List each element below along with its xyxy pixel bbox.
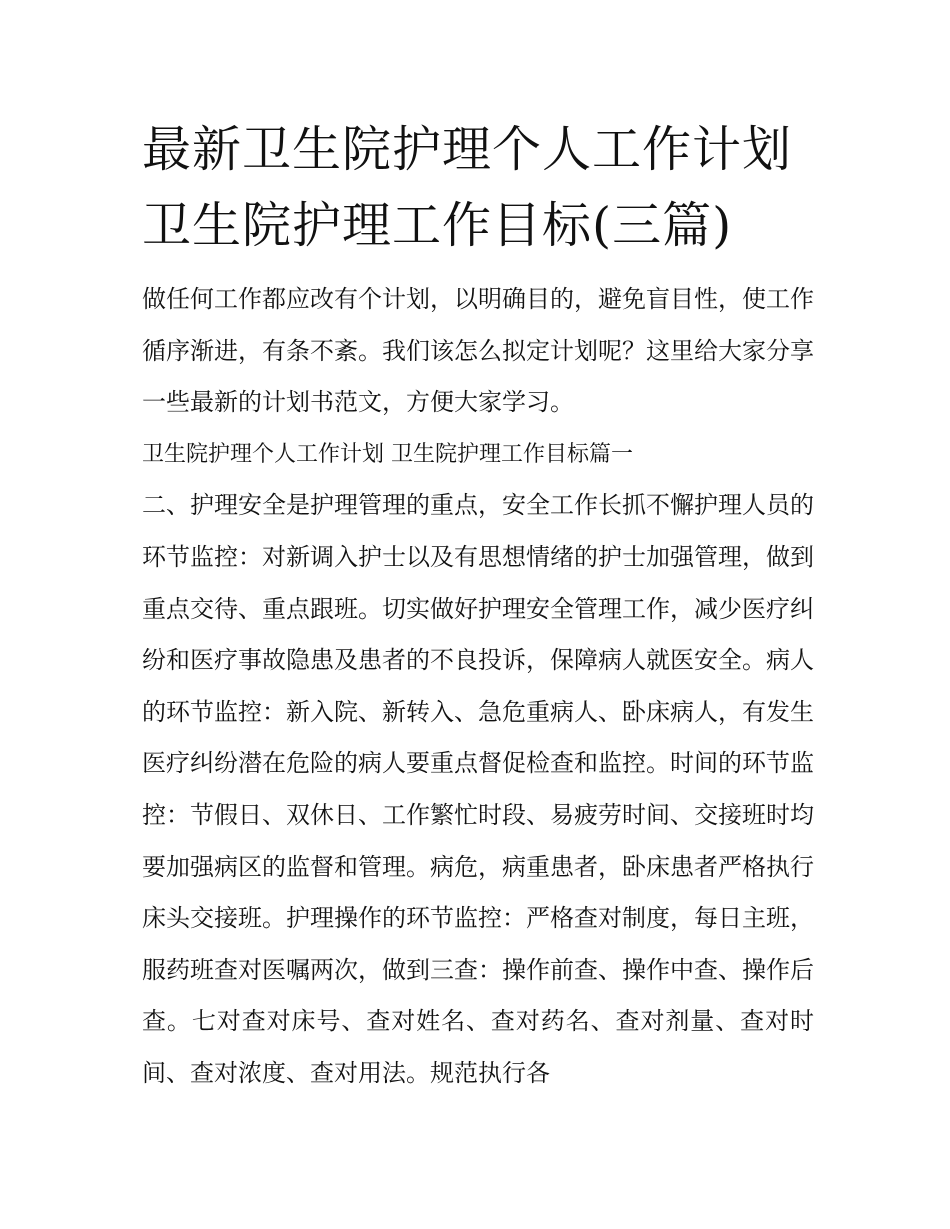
title-line-2: 卫生院护理工作目标(三篇) xyxy=(142,197,733,254)
intro-paragraph: 做任何工作都应改有个计划，以明确目的，避免盲目性，使工作循序渐进，有条不紊。我们该怎么拟定计划呢？这里给大家分享一些最新的计划书范文，方便大家学习。 xyxy=(142,285,814,417)
document-title xyxy=(142,112,814,264)
title-line-1: 最新卫生院护理个人工作计划 xyxy=(142,121,793,178)
document-body xyxy=(142,274,814,1100)
section-body-paragraph: 二、护理安全是护理管理的重点，安全工作长抓不懈护理人员的环节监控：对新调入护士以及有思想情绪的护士加强管理，做到重点交待、重点跟班。切实做好护理安全管理工作，减少医疗纠纷和医疗事故隐患及患者的不良投诉，保障病人就医安全。病人的环节监控：新入院、新转入、急危重病人、卧床病人，有发生医疗纠纷潜在危险的病人要重点督促检查和监控。时间的环节监控：节假日、双休日、工作繁忙时段、易疲劳时间、交接班时均要加强病区的监督和管理。病危，病重患者，卧床患者严格执行床头交接班。护理操作的环节监控：严格查对制度，每日主班，服药班查对医嘱两次，做到三查：操作前查、操作中查、操作后查。七对查对床号、查对姓名、查对药名、查对剂量、查对时间、查对浓度、查对用法。规范执行各 xyxy=(142,491,814,1087)
document-page xyxy=(142,112,814,1100)
section-heading: 卫生院护理个人工作计划 卫生院护理工作目标篇一 xyxy=(142,441,633,467)
